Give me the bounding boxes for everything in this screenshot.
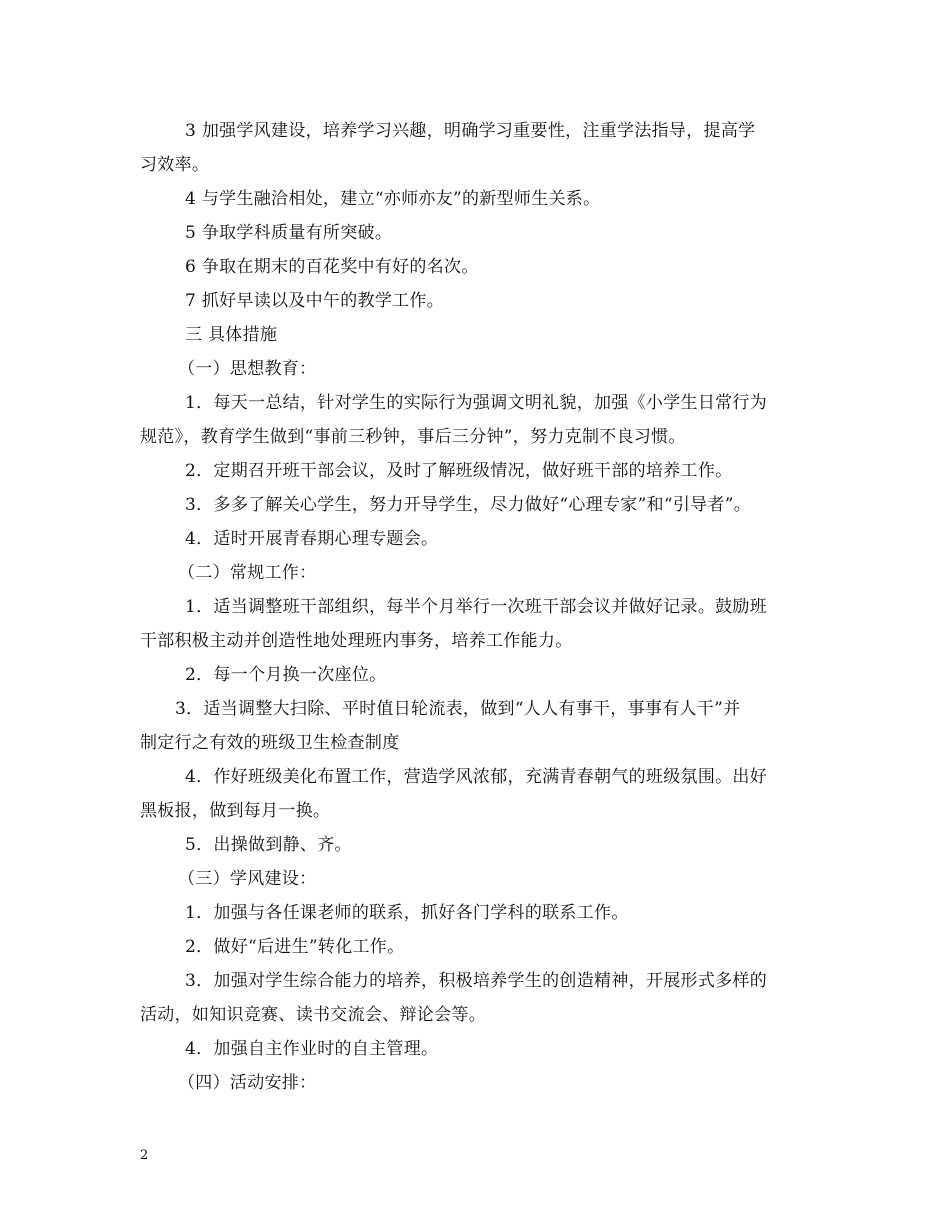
- text-line: 4．适时开展青春期心理专题会。: [185, 529, 439, 549]
- text-line: 6 争取在期末的百花奖中有好的名次。: [185, 257, 479, 277]
- text-line: 规范》，教育学生做到“事前三秒钟，事后三分钟”，努力克制不良习惯。: [140, 427, 686, 447]
- page-number: 2: [140, 1148, 149, 1163]
- section-heading: 三 具体措施: [185, 325, 278, 345]
- text-line: 2．每一个月换一次座位。: [185, 665, 387, 685]
- text-line: 3．多多了解关心学生，努力开导学生，尽力做好“心理专家”和“引导者”。: [185, 495, 752, 515]
- text-line: 3．加强对学生综合能力的培养，积极培养学生的创造精神，开展形式多样的: [185, 971, 768, 991]
- text-line: 习效率。: [140, 155, 210, 175]
- text-line: 干部积极主动并创造性地处理班内事务，培养工作能力。: [140, 631, 573, 651]
- text-line: 5 争取学科质量有所突破。: [185, 223, 393, 243]
- text-line: 3．适当调整大扫除、平时值日轮流表，做到“人人有事干，事事有人干”并: [175, 699, 741, 719]
- text-line: 制定行之有效的班级卫生检查制度: [140, 733, 400, 753]
- text-line: 2．定期召开班干部会议，及时了解班级情况，做好班干部的培养工作。: [185, 461, 733, 481]
- text-line: 2．做好“后进生”转化工作。: [185, 937, 405, 957]
- text-line: 1．加强与各任课老师的联系，抓好各门学科的联系工作。: [185, 903, 629, 923]
- text-line: 活动，如知识竞赛、读书交流会、辩论会等。: [140, 1005, 486, 1025]
- text-line: 5．出操做到静、齐。: [185, 835, 352, 855]
- text-line: 1．每天一总结，针对学生的实际行为强调文明礼貌，加强《小学生日常行为: [185, 393, 768, 413]
- subsection-heading: （一）思想教育：: [178, 359, 317, 379]
- text-line: 4 与学生融洽相处，建立“亦师亦友”的新型师生关系。: [185, 189, 601, 209]
- text-line: 黑板报，做到每月一换。: [140, 801, 331, 821]
- text-line: 1．适当调整班干部组织，每半个月举行一次班干部会议并做好记录。鼓励班: [185, 597, 768, 617]
- subsection-heading: （三）学风建设：: [178, 869, 317, 889]
- subsection-heading: （四）活动安排：: [178, 1073, 317, 1093]
- subsection-heading: （二）常规工作：: [178, 563, 317, 583]
- text-line: 4．加强自主作业时的自主管理。: [185, 1039, 439, 1059]
- text-line: 3 加强学风建设，培养学习兴趣，明确学习重要性，注重学法指导，提高学: [185, 121, 756, 141]
- text-line: 4．作好班级美化布置工作，营造学风浓郁，充满青春朝气的班级氛围。出好: [185, 767, 768, 787]
- text-line: 7 抓好早读以及中午的教学工作。: [185, 291, 445, 311]
